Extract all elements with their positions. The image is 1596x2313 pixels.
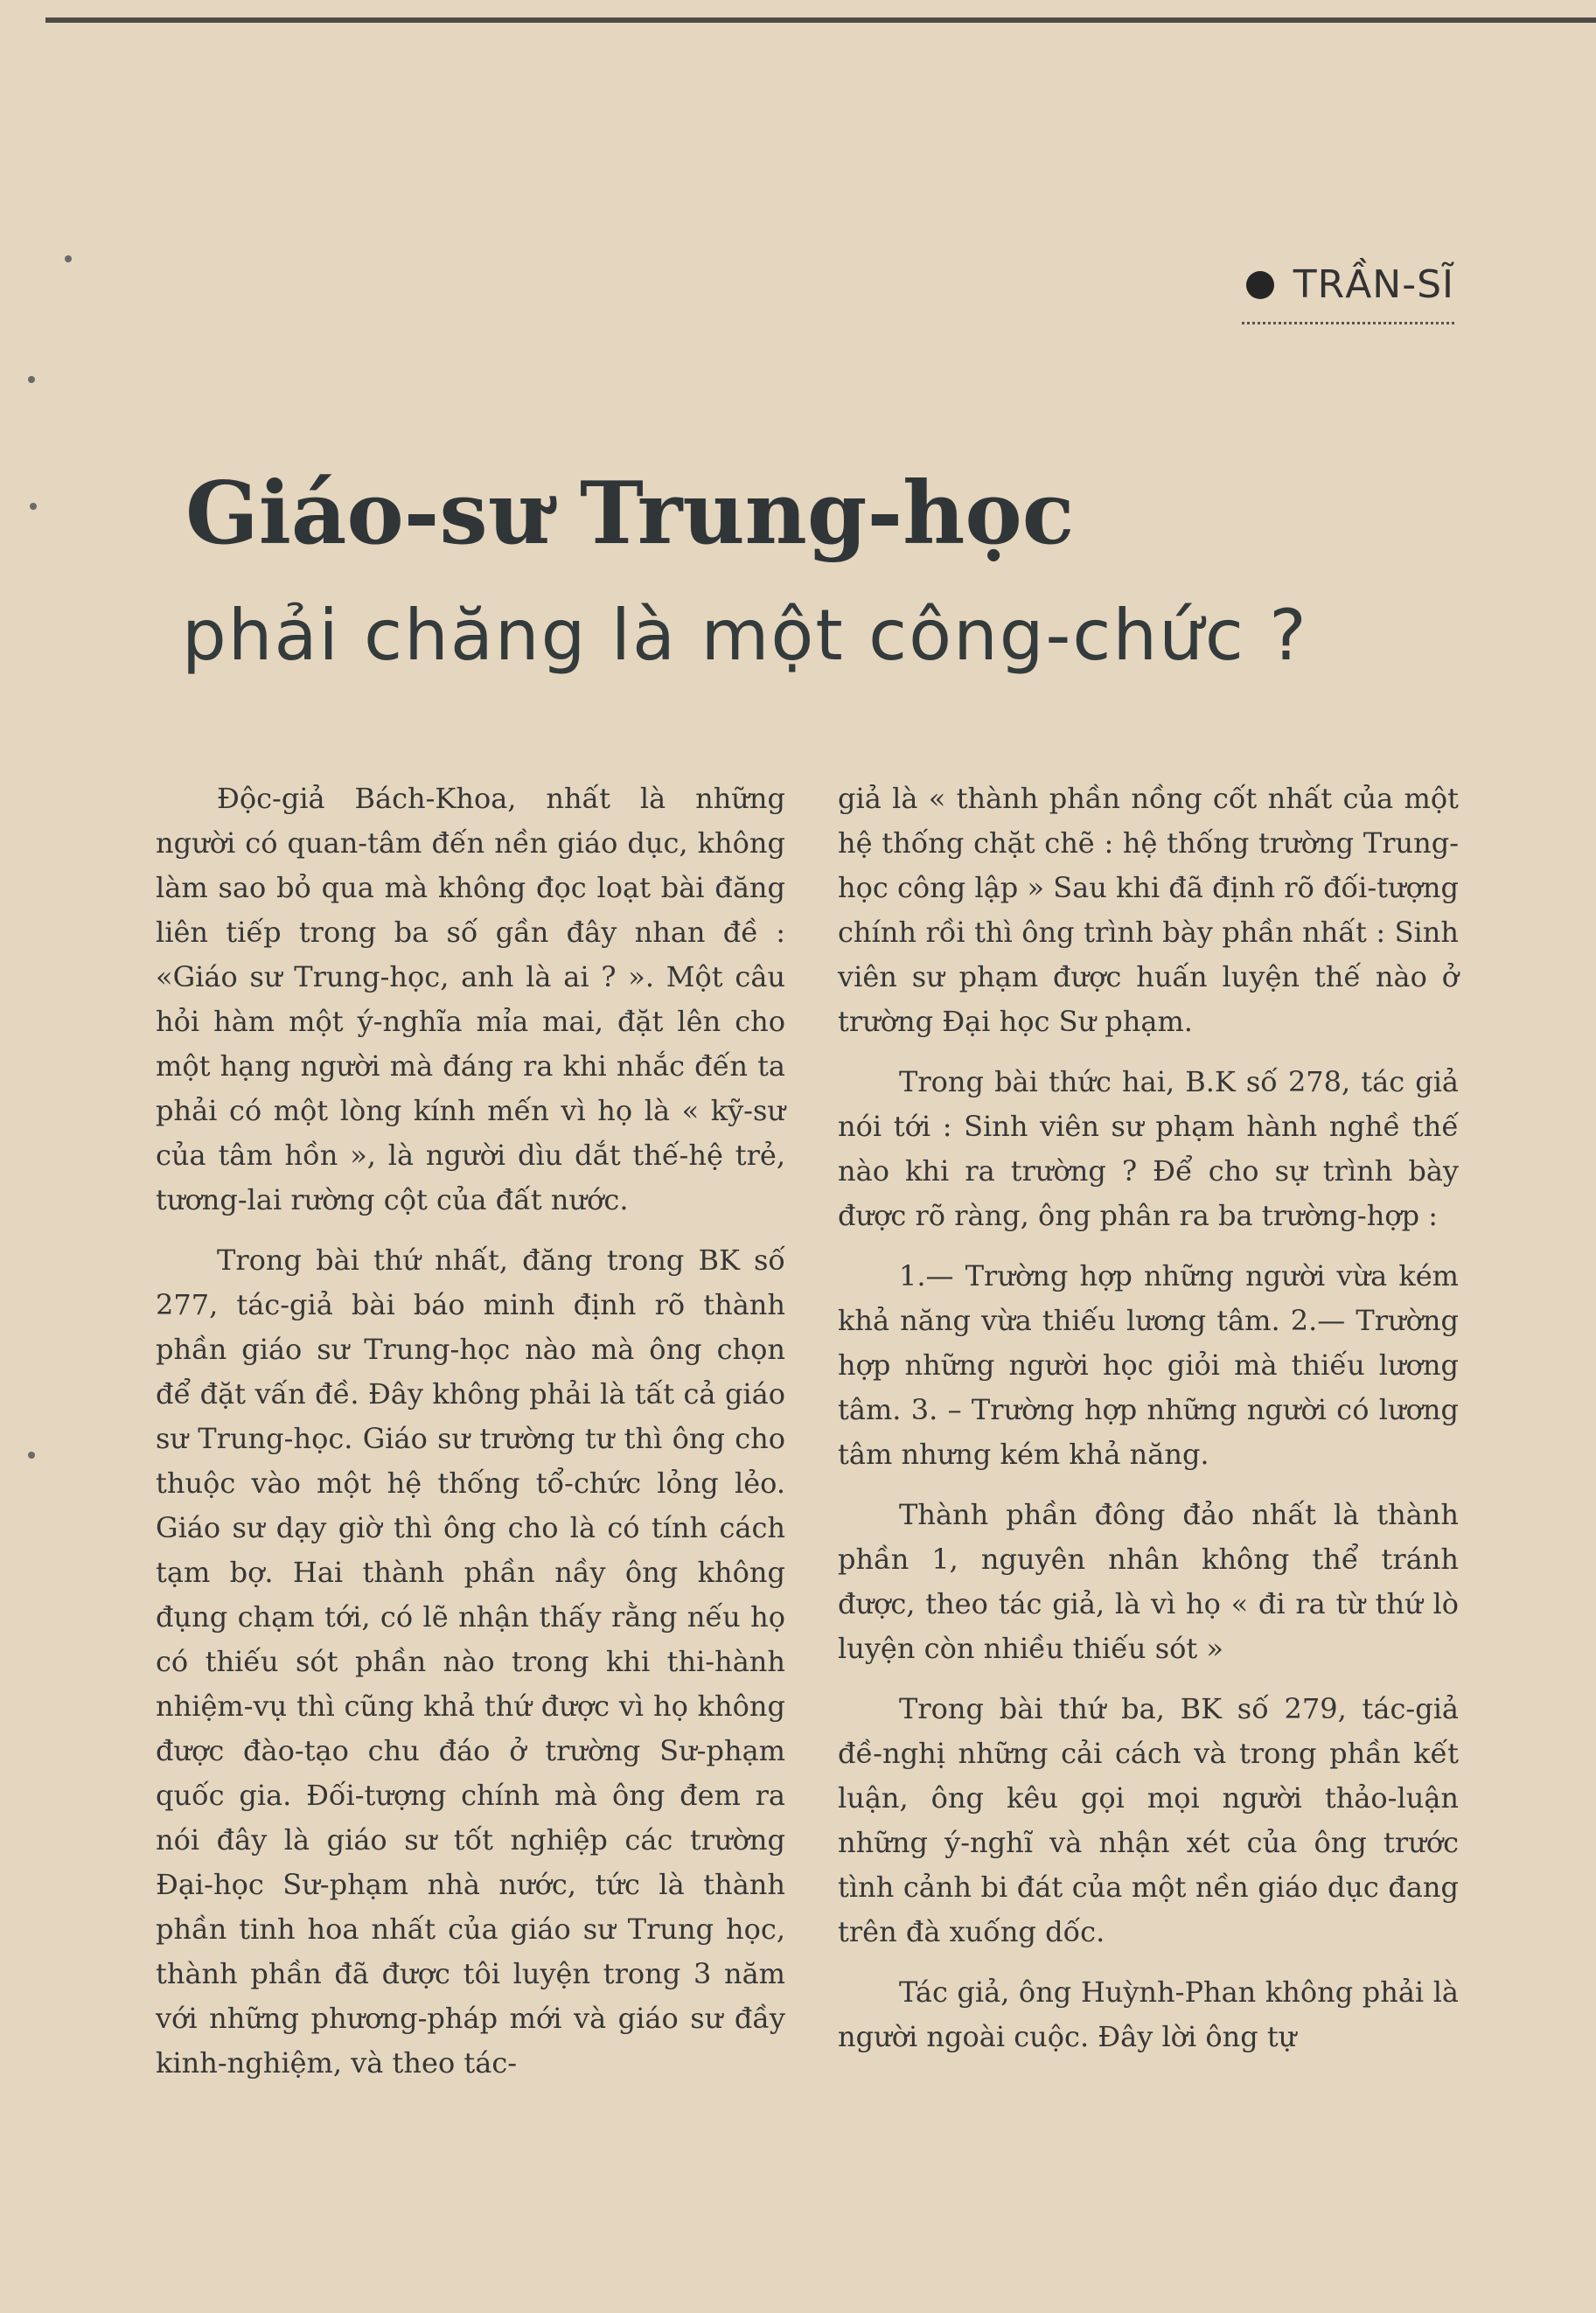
paragraph: Độc-giả Bách-Khoa, nhất là những người có quan-tâm đến nền giáo dục, không làm sao bỏ qua mà không đọc loạt bài đăng liên tiếp trong ba số gần đây nhan đề : «Giáo sư Trung-học, anh là ai ? ». Một câu hỏi hàm một ý-nghĩa mỉa mai, đặt lên cho một hạng người mà đáng ra khi nhắc đến ta phải có một lòng kính mến vì họ là « kỹ-sư của tâm hồn », là người dìu dắt thế-hệ trẻ, tương-lai rường cột của đất nước. — [156, 782, 785, 1216]
paragraph: Tác giả, ông Huỳnh-Phan không phải là người ngoài cuộc. Đây lời ông tự — [838, 1975, 1459, 2053]
article-subtitle: phải chăng là một công-chức ? — [182, 595, 1308, 676]
paper-spot — [30, 503, 37, 510]
author-byline — [1246, 262, 1454, 307]
paragraph: Trong bài thức hai, B.K số 278, tác giả nói tới : Sinh viên sư phạm hành nghề thế nào khi ra trường ? Để cho sự trình bày được rõ ràng, ông phân ra ba trường-hợp : — [838, 1065, 1459, 1232]
right-column — [838, 777, 1459, 2075]
article-title: Giáo-sư Trung-học — [185, 463, 1075, 564]
paper-spot — [65, 255, 72, 262]
left-column — [156, 777, 785, 2101]
paragraph: 1.— Trường hợp những người vừa kém khả năng vừa thiếu lương tâm. 2.— Trường hợp những người học giỏi mà thiếu lương tâm. 3. – Trường hợp những người có lương tâm nhưng kém khả năng. — [838, 1259, 1459, 1471]
paper-spot — [28, 376, 35, 383]
author-underline — [1242, 322, 1454, 324]
bullet-icon — [1246, 271, 1274, 299]
top-rule — [45, 17, 1596, 23]
paragraph: Trong bài thứ ba, BK số 279, tác-giả đề-nghị những cải cách và trong phần kết luận, ông kêu gọi mọi người thảo-luận những ý-nghĩ và nhận xét của ông trước tình cảnh bi đát của một nền giáo dục đang trên đà xuống dốc. — [838, 1692, 1459, 1948]
paragraph: Thành phần đông đảo nhất là thành phần 1, nguyên nhân không thể tránh được, theo tác giả, là vì họ « đi ra từ thứ lò luyện còn nhiều thiếu sót » — [838, 1498, 1459, 1665]
paragraph: giả là « thành phần nồng cốt nhất của một hệ thống chặt chẽ : hệ thống trường Trung-học công lập » Sau khi đã định rõ đối-tượng chính rồi thì ông trình bày phần nhất : Sinh viên sư phạm được huấn luyện thế nào ở trường Đại học Sư phạm. — [838, 782, 1459, 1038]
paper-spot — [28, 1452, 35, 1459]
author-name: TRẦN-SĨ — [1293, 262, 1454, 307]
paragraph: Trong bài thứ nhất, đăng trong BK số 277, tác-giả bài báo minh định rõ thành phần giáo sư Trung-học nào mà ông chọn để đặt vấn đề. Đây không phải là tất cả giáo sư Trung-học. Giáo sư trường tư thì ông cho thuộc vào một hệ thống tổ-chức lỏng lẻo. Giáo sư dạy giờ thì ông cho là có tính cách tạm bợ. Hai thành phần nầy ông không đụng chạm tới, có lẽ nhận thấy rằng nếu họ có thiếu sót phần nào trong khi thi-hành nhiệm-vụ thì cũng khả thứ được vì họ không được đào-tạo chu đáo ở trường Sư-phạm quốc gia. Đối-tượng chính mà ông đem ra nói đây là giáo sư tốt nghiệp các trường Đại-học Sư-phạm nhà nước, tức là thành phần tinh hoa nhất của giáo sư Trung học, thành phần đã được tôi luyện trong 3 năm với những phương-pháp mới và giáo sư đầy kinh-nghiệm, và theo tác- — [156, 1244, 785, 2080]
